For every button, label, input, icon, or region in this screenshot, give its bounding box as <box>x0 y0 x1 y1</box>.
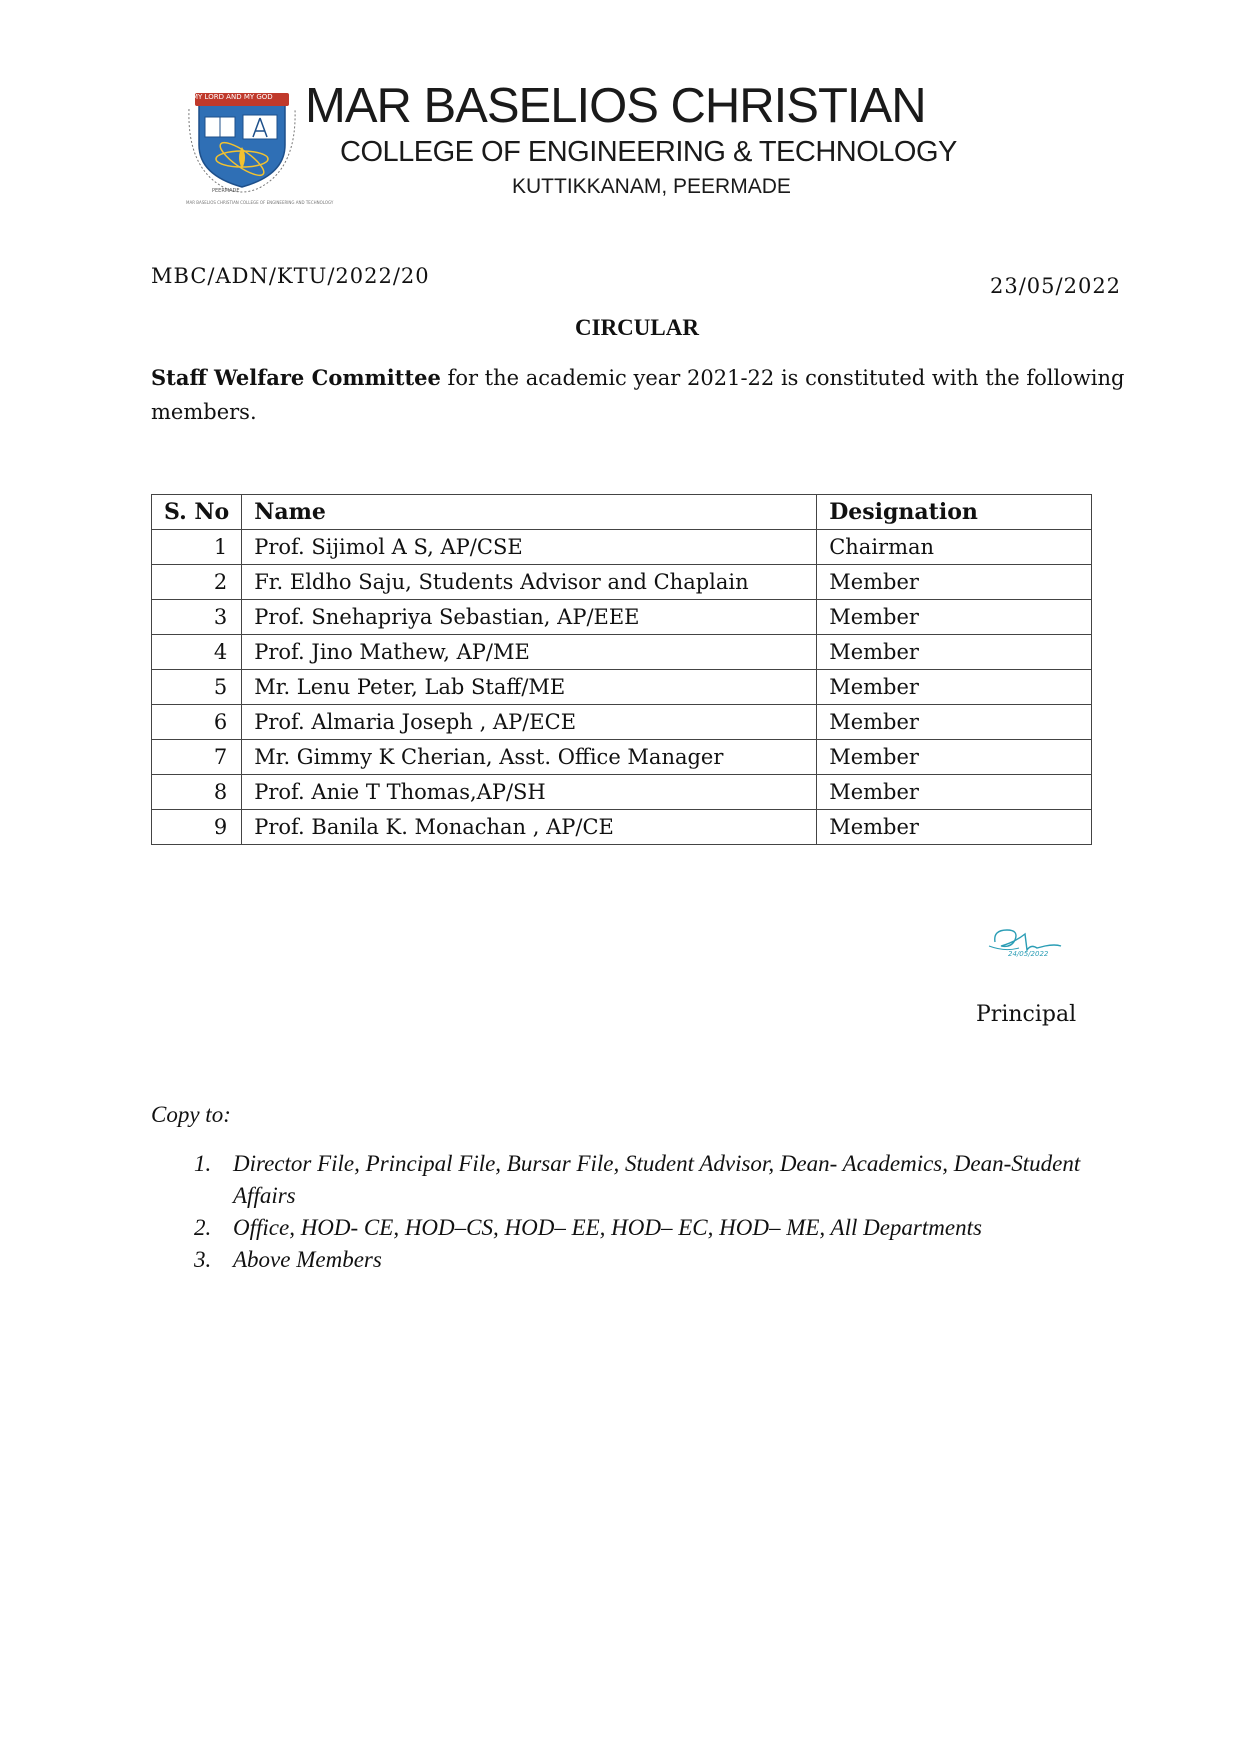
cell-name: Prof. Jino Mathew, AP/ME <box>242 635 817 670</box>
principal-signature <box>985 922 1065 968</box>
list-item-text: Above Members <box>233 1247 382 1272</box>
cell-sno: 2 <box>152 565 242 600</box>
list-item-text: Office, HOD- CE, HOD–CS, HOD– EE, HOD– EC, HOD– ME, All Departments <box>233 1215 982 1240</box>
list-item-number: 1. <box>194 1151 212 1176</box>
signatory-title: Principal <box>976 1002 1077 1027</box>
table-row <box>152 775 1092 810</box>
emblem-ring-text: MAR BASELIOS CHRISTIAN COLLEGE OF ENGINEERING AND TECHNOLOGY <box>186 200 334 205</box>
table-row <box>152 670 1092 705</box>
table-row <box>152 810 1092 845</box>
table-row <box>152 635 1092 670</box>
cell-sno: 1 <box>152 530 242 565</box>
header-sno: S. No <box>152 495 242 530</box>
circular-date: 23/05/2022 <box>990 274 1122 298</box>
cell-designation: Chairman <box>817 530 1092 565</box>
list-item-number: 2. <box>194 1215 212 1240</box>
committee-name: Staff Welfare Committee <box>151 365 441 390</box>
cell-name: Prof. Anie T Thomas,AP/SH <box>242 775 817 810</box>
list-item <box>194 1212 1094 1244</box>
cell-sno: 7 <box>152 740 242 775</box>
copy-to-label: Copy to: <box>151 1102 231 1127</box>
table-row <box>152 565 1092 600</box>
copy-to-list <box>194 1148 1094 1276</box>
list-item-number: 3. <box>194 1247 212 1272</box>
cell-designation: Member <box>817 740 1092 775</box>
intro-paragraph <box>151 361 1131 429</box>
list-item <box>194 1148 1094 1212</box>
header-designation: Designation <box>817 495 1092 530</box>
cell-name: Mr. Gimmy K Cherian, Asst. Office Manager <box>242 740 817 775</box>
reference-number: MBC/ADN/KTU/2022/20 <box>151 264 430 288</box>
college-emblem-logo <box>183 87 301 199</box>
document-title: CIRCULAR <box>575 315 699 340</box>
cell-name: Prof. Banila K. Monachan , AP/CE <box>242 810 817 845</box>
table-row <box>152 705 1092 740</box>
intro-text: for the academic year 2021-22 is constituted with the following members. <box>151 366 1125 424</box>
cell-sno: 9 <box>152 810 242 845</box>
cell-sno: 8 <box>152 775 242 810</box>
list-item <box>194 1244 1094 1276</box>
cell-name: Fr. Eldho Saju, Students Advisor and Chaplain <box>242 565 817 600</box>
signature-date: 24/05/2022 <box>1008 950 1049 958</box>
list-item-text: Director File, Principal File, Bursar File, Student Advisor, Dean- Academics, Dean-Student Affairs <box>233 1151 1081 1208</box>
header-name: Name <box>242 495 817 530</box>
emblem-motto: MY LORD AND MY GOD <box>192 93 273 101</box>
emblem-bottom-text: PEERMADE <box>212 188 240 194</box>
cell-sno: 5 <box>152 670 242 705</box>
cell-designation: Member <box>817 775 1092 810</box>
cell-sno: 6 <box>152 705 242 740</box>
college-name: MAR BASELIOS CHRISTIAN <box>305 79 926 133</box>
cell-sno: 4 <box>152 635 242 670</box>
cell-sno: 3 <box>152 600 242 635</box>
table-row <box>152 530 1092 565</box>
college-location: KUTTIKKANAM, PEERMADE <box>512 175 791 198</box>
cell-designation: Member <box>817 670 1092 705</box>
table-header-row <box>152 495 1092 530</box>
college-subtitle: COLLEGE OF ENGINEERING & TECHNOLOGY <box>340 136 957 168</box>
cell-name: Prof. Almaria Joseph , AP/ECE <box>242 705 817 740</box>
members-table <box>151 494 1092 845</box>
table-row <box>152 600 1092 635</box>
table-row <box>152 740 1092 775</box>
cell-designation: Member <box>817 635 1092 670</box>
cell-name: Prof. Sijimol A S, AP/CSE <box>242 530 817 565</box>
cell-designation: Member <box>817 600 1092 635</box>
cell-designation: Member <box>817 810 1092 845</box>
cell-designation: Member <box>817 705 1092 740</box>
cell-designation: Member <box>817 565 1092 600</box>
cell-name: Prof. Snehapriya Sebastian, AP/EEE <box>242 600 817 635</box>
cell-name: Mr. Lenu Peter, Lab Staff/ME <box>242 670 817 705</box>
